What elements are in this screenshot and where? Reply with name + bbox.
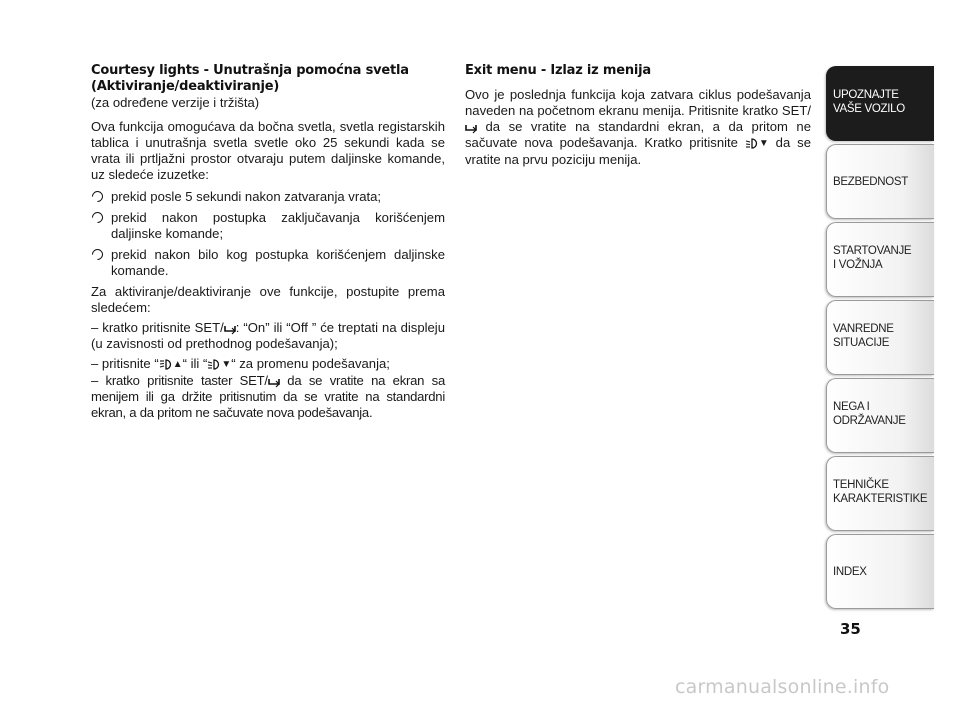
- left-column: [91, 63, 445, 427]
- exceptions-list: [91, 189, 445, 279]
- tab-nega-i-odrzavanje[interactable]: NEGA I ODRŽAVANJE: [826, 378, 934, 453]
- bullet-icon: [90, 189, 106, 205]
- bullet-icon: [90, 210, 106, 226]
- section-heading-courtesy-lights: Courtesy lights - Unutrašnja pomoćna svetla (Aktiviranje/deaktiviranje): [91, 63, 409, 94]
- step-1: – kratko pritisnite SET/ : “On” ili “Off ” će treptati na displeju (u zavisnosti od prethodnog podešavanja);: [91, 320, 445, 351]
- chapter-tabs: [826, 66, 934, 612]
- list-item: prekid posle 5 sekundi nakon zatvaranja vrata;: [91, 189, 445, 205]
- tab-vanredne-situacije[interactable]: VANREDNE SITUACIJE: [826, 300, 934, 375]
- page-number: 35: [840, 620, 861, 638]
- watermark: carmanualsonline.info: [675, 676, 890, 698]
- section-heading-exit-menu: Exit menu - Izlaz iz menija: [465, 63, 651, 78]
- bullet-icon: [90, 247, 106, 263]
- return-arrow-icon: [268, 376, 280, 388]
- tab-index[interactable]: INDEX: [826, 534, 934, 609]
- return-arrow-icon: [224, 323, 236, 335]
- light-down-icon: [207, 358, 221, 371]
- tab-bezbednost[interactable]: BEZBEDNOST: [826, 144, 934, 219]
- light-up-icon: [159, 358, 173, 371]
- tab-tehnicke-karakteristike[interactable]: TEHNIČKE KARAKTERISTIKE: [826, 456, 934, 531]
- tab-upoznajte-vase-vozilo[interactable]: UPOZNAJTE VAŠE VOZILO: [826, 66, 934, 141]
- exit-menu-paragraph: Ovo je poslednja funkcija koja zatvara ciklus podešavanja naveden na početnom ekranu menija. Pritisnite kratko SET/ da se vratite na standardni ekran, a da pritom ne sačuvate nova podešavanja. Kratko pritisnite ▼ da se vratite na prvu poziciju menija.: [465, 87, 811, 167]
- triangle-down-icon: ▼: [758, 138, 769, 149]
- subheading: (za određene verzije i tržišta): [91, 95, 260, 110]
- tab-startovanje-i-voznja[interactable]: STARTOVANJE I VOŽNJA: [826, 222, 934, 297]
- procedure-intro: Za aktiviranje/deaktiviranje ove funkcije, postupite prema sledećem:: [91, 284, 445, 315]
- light-down-icon: [745, 137, 759, 150]
- intro-paragraph: Ova funkcija omogućava da bočna svetla, svetla registarskih tablica i unutrašnja svetla svetle oko 25 sekundi kada se vrata ili prtljažni prostor otvaraju putem daljinske komande, uz sledeće izuzetke:: [91, 119, 445, 182]
- triangle-up-icon: ▲: [172, 359, 183, 370]
- step-3: – kratko pritisnite taster SET/ da se vratite na ekran sa menijem ili ga držite pritisnutim da se vratite na standardni ekran, a da pritom ne sačuvate nova podešavanja.: [91, 373, 445, 420]
- list-item: prekid nakon postupka zaključavanja korišćenjem daljinske komande;: [91, 210, 445, 242]
- return-arrow-icon: [465, 122, 477, 134]
- right-column: [465, 63, 811, 174]
- triangle-down-icon: ▼: [221, 359, 232, 370]
- step-2: – pritisnite “ ▲“ ili “ ▼“ za promenu podešavanja;: [91, 356, 390, 371]
- list-item: prekid nakon bilo kog postupka korišćenjem daljinske komande.: [91, 247, 445, 279]
